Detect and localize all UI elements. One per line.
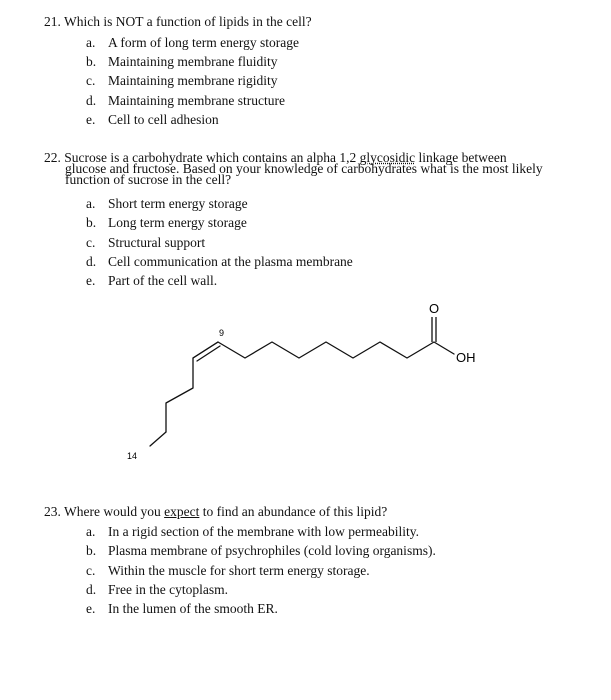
carbon-14-label: 14	[127, 451, 138, 461]
question-text-part: linkage between	[415, 150, 507, 165]
question-line-2: glucose and fructose. Based on your knowledge of carbohydrates what is the most likely	[65, 161, 543, 176]
option-letter: d.	[86, 254, 97, 269]
question-line-3: function of sucrose in the cell?	[65, 172, 232, 187]
option-text: Cell communication at the plasma membrane	[108, 254, 353, 269]
option-text: In the lumen of the smooth ER.	[108, 601, 278, 616]
option-text: Maintaining membrane rigidity	[108, 73, 278, 88]
question-text: Which is NOT a function of lipids in the cell?	[64, 14, 312, 29]
option-letter: a.	[86, 196, 96, 211]
option-text: Maintaining membrane structure	[108, 93, 285, 108]
option-letter: c.	[86, 563, 96, 578]
option-text: Short term energy storage	[108, 196, 248, 211]
option-text: Cell to cell adhesion	[108, 112, 219, 127]
q23-option-d[interactable]	[86, 582, 228, 598]
question-number: 21.	[44, 14, 61, 29]
option-text: Free in the cytoplasm.	[108, 582, 228, 597]
option-letter: b.	[86, 215, 97, 230]
option-text: Within the muscle for short term energy storage.	[108, 563, 370, 578]
hydroxyl-label: OH	[456, 350, 476, 365]
option-letter: a.	[86, 524, 96, 539]
expect-word: expect	[164, 504, 200, 519]
q23-option-c[interactable]	[86, 563, 370, 579]
option-text: Maintaining membrane fluidity	[108, 54, 278, 69]
option-text: Plasma membrane of psychrophiles (cold loving organisms).	[108, 543, 436, 558]
glycosidic-word: glycosidic	[359, 150, 416, 165]
option-text: Part of the cell wall.	[108, 273, 218, 288]
q23-option-b[interactable]	[86, 543, 436, 559]
option-text: In a rigid section of the membrane with low permeability.	[108, 524, 420, 539]
carbon-9-label: 9	[219, 328, 225, 338]
option-letter: e.	[86, 601, 96, 616]
option-letter: b.	[86, 54, 97, 69]
option-letter: c.	[86, 73, 96, 88]
option-letter: d.	[86, 582, 97, 597]
option-letter: a.	[86, 35, 96, 50]
question-text-part: Where would you	[64, 504, 165, 519]
option-letter: d.	[86, 93, 97, 108]
question-number: 23.	[44, 504, 61, 519]
question-number: 22.	[44, 150, 61, 165]
option-letter: e.	[86, 112, 96, 127]
option-text: Structural support	[108, 235, 206, 250]
question-23	[44, 504, 387, 520]
carbon-chain	[150, 342, 454, 446]
question-text-part: to find an abundance of this lipid?	[199, 504, 388, 519]
q23-option-e[interactable]	[86, 601, 278, 617]
option-letter: e.	[86, 273, 96, 288]
oxygen-label: O	[428, 301, 440, 316]
question-text-part: Sucrose is a carbohydrate which contains an alpha 1,2	[64, 150, 360, 165]
option-letter: c.	[86, 235, 96, 250]
option-text: Long term energy storage	[108, 215, 247, 230]
option-letter: b.	[86, 543, 97, 558]
option-text: A form of long term energy storage	[108, 35, 299, 50]
carbonyl-double-bond	[432, 317, 436, 342]
q23-option-a[interactable]	[86, 524, 419, 540]
